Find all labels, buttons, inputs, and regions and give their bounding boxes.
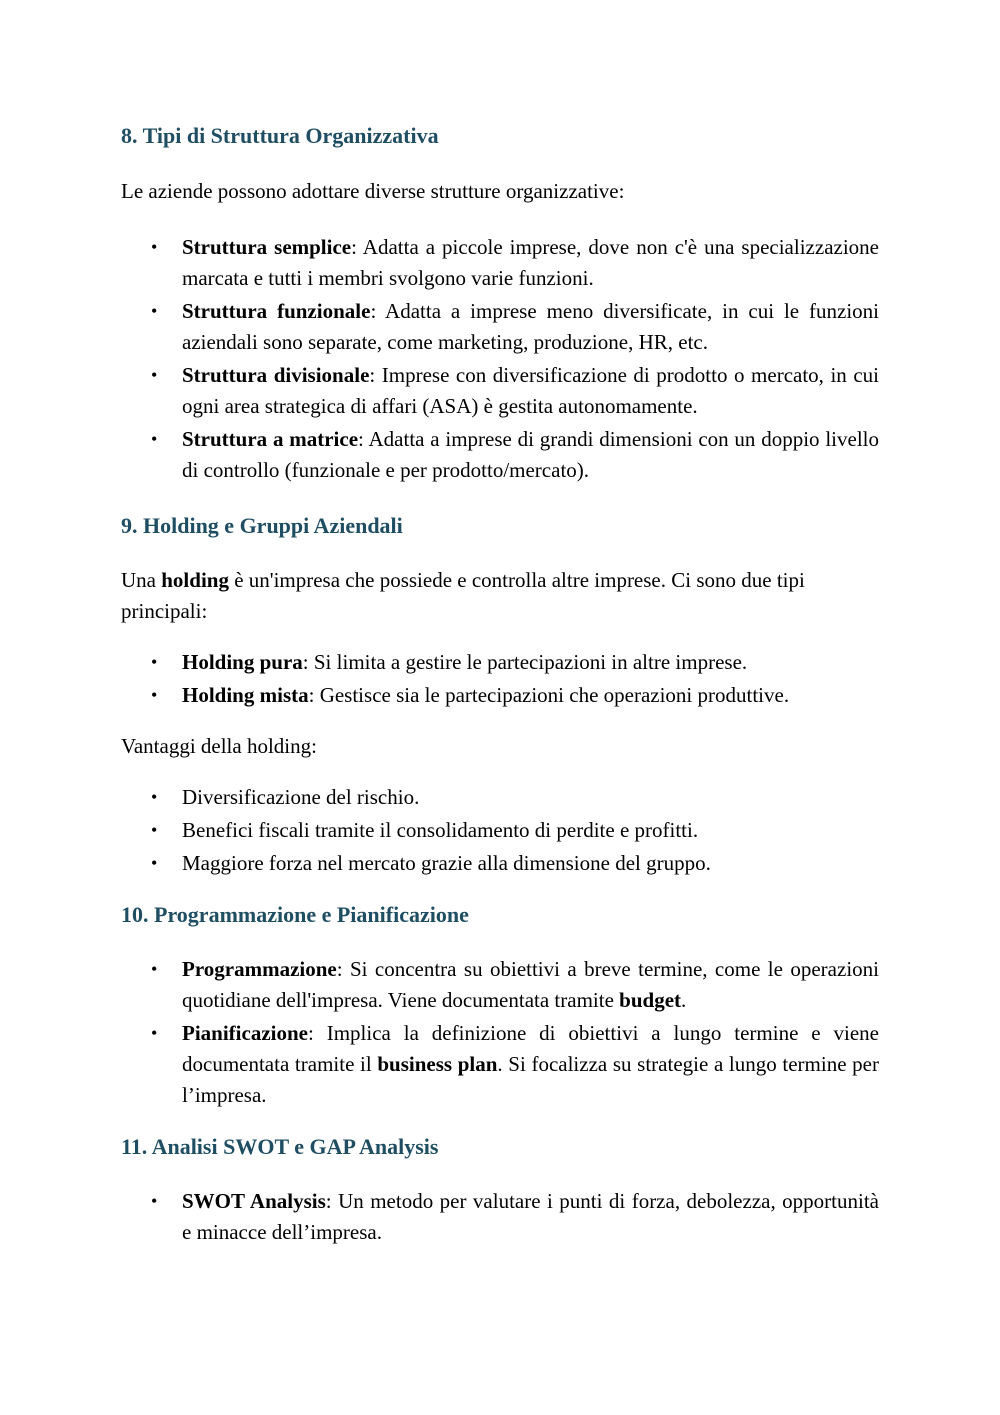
analysis-list [121, 1186, 879, 1248]
list-item-bold-term: business plan [377, 1052, 498, 1076]
holding-types-list [121, 647, 879, 711]
list-item-term: Holding mista [182, 683, 309, 707]
section-8-heading: 8. Tipi di Struttura Organizzativa [121, 123, 439, 148]
planning-list [121, 954, 879, 1111]
list-item [121, 680, 879, 711]
bullet-icon: • [151, 429, 158, 449]
list-item-end: . Si focalizza su strategie a lungo termine per l’impresa. [182, 1052, 879, 1107]
list-item-text: : Adatta a piccole imprese, dove non c'è una specializzazione marcata e tutti i membri svolgono varie funzioni. [182, 235, 879, 290]
list-item-text: : Adatta a imprese di grandi dimensioni con un doppio livello di controllo (funzionale e per prodotto/mercato). [182, 427, 879, 482]
intro-prefix: Una [121, 568, 162, 592]
list-item-bold-term: budget [619, 988, 682, 1012]
list-item [121, 782, 879, 813]
advantages-intro: Vantaggi della holding: [121, 734, 317, 758]
bullet-icon: • [151, 652, 158, 672]
section-8-intro: Le aziende possono adottare diverse strutture organizzative: [121, 179, 625, 203]
list-item [121, 296, 879, 358]
list-item [121, 1018, 879, 1111]
list-item [121, 954, 879, 1016]
list-item [121, 815, 879, 846]
section-9-intro [121, 565, 879, 627]
list-item-text: : Gestisce sia le partecipazioni che operazioni produttive. [308, 683, 790, 707]
section-9-heading: 9. Holding e Gruppi Aziendali [121, 513, 403, 538]
list-item-text: : Si limita a gestire le partecipazioni in altre imprese. [302, 650, 748, 674]
list-item-text: Maggiore forza nel mercato grazie alla dimensione del gruppo. [182, 851, 711, 875]
list-item-end: . [681, 988, 687, 1012]
structure-types-list [121, 232, 879, 486]
bullet-icon: • [151, 685, 158, 705]
list-item [121, 424, 879, 486]
list-item-text: : Adatta a imprese meno diversificate, in cui le funzioni aziendali sono separate, come marketing, produzione, HR, etc. [182, 299, 880, 354]
list-item-term: Struttura a matrice [182, 427, 359, 451]
bullet-icon: • [151, 237, 158, 257]
list-item-term: Struttura divisionale [182, 363, 370, 387]
list-item [121, 360, 879, 422]
intro-bold-term: holding [161, 568, 229, 592]
list-item-text: Diversificazione del rischio. [182, 785, 420, 809]
list-item-term: Holding pura [182, 650, 303, 674]
list-item [121, 848, 879, 879]
list-item-text: : Implica la definizione di obiettivi a lungo termine e viene documentata tramite il [182, 1021, 879, 1076]
bullet-icon: • [151, 959, 158, 979]
list-item [121, 647, 879, 678]
advantages-list [121, 782, 879, 879]
bullet-icon: • [151, 365, 158, 385]
list-item-text: : Un metodo per valutare i punti di forza, debolezza, opportunità e minacce dell’impresa. [182, 1189, 879, 1244]
bullet-icon: • [151, 820, 158, 840]
list-item-text: Benefici fiscali tramite il consolidamento di perdite e profitti. [182, 818, 699, 842]
intro-suffix: è un'impresa che possiede e controlla altre imprese. Ci sono due tipi principali: [121, 568, 805, 623]
list-item-term: Struttura semplice [182, 235, 352, 259]
list-item-text: : Imprese con diversificazione di prodotto o mercato, in cui ogni area strategica di affari (ASA) è gestita autonomamente. [182, 363, 879, 418]
list-item-term: Struttura funzionale [182, 299, 371, 323]
bullet-icon: • [151, 1023, 158, 1043]
list-item [121, 1186, 879, 1248]
section-10-heading: 10. Programmazione e Pianificazione [121, 902, 469, 927]
bullet-icon: • [151, 853, 158, 873]
list-item-term: Pianificazione [182, 1021, 308, 1045]
bullet-icon: • [151, 301, 158, 321]
list-item [121, 232, 879, 294]
bullet-icon: • [151, 1191, 158, 1211]
section-11-heading: 11. Analisi SWOT e GAP Analysis [121, 1134, 439, 1159]
list-item-term: Programmazione [182, 957, 337, 981]
list-item-term: SWOT Analysis [182, 1189, 326, 1213]
list-item-text: : Si concentra su obiettivi a breve termine, come le operazioni quotidiane dell'impresa. Viene documentata tramite [182, 957, 879, 1012]
bullet-icon: • [151, 787, 158, 807]
